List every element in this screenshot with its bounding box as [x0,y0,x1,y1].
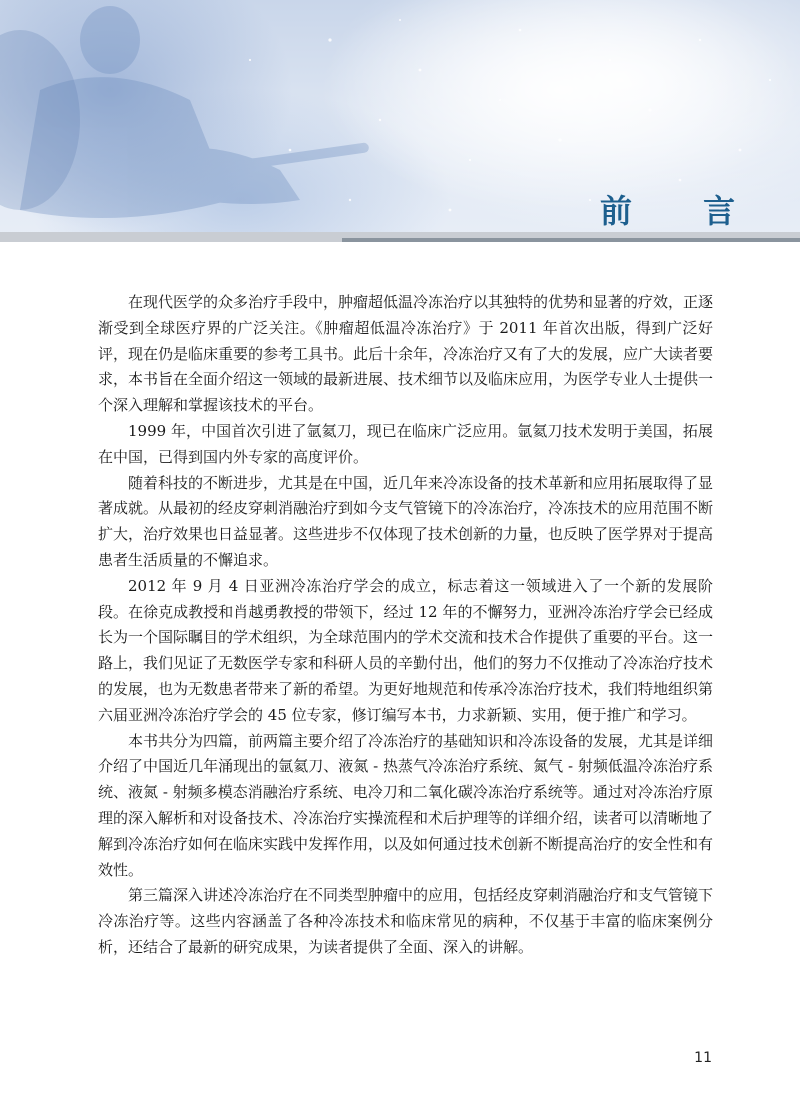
banner-divider-accent [342,238,800,242]
paragraph: 第三篇深入讲述冷冻治疗在不同类型肿瘤中的应用，包括经皮穿刺消融治疗和支气管镜下冷冻治疗等。这些内容涵盖了各种冷冻技术和临床常见的病种，不仅基于丰富的临床案例分析，还结合了最新的研究成果，为读者提供了全面、深入的讲解。 [98,886,714,956]
paragraph: 在现代医学的众多治疗手段中，肿瘤超低温冷冻治疗以其独特的优势和显著的疗效，正逐渐受到全球医疗界的广泛关注。《肿瘤超低温冷冻治疗》于 2011 年首次出版，得到广泛好评，现在仍是临床重要的参考工具书。此后十余年，冷冻治疗又有了大的发展，应广大读者要求，本书旨在全面介绍这一领域的最新进展、技术细节以及临床应用，为医学专业人士提供一个深入理解和掌握该技术的平台。 [98,293,714,415]
paragraph: 本书共分为四篇，前两篇主要介绍了冷冻治疗的基础知识和冷冻设备的发展，尤其是详细介绍了中国近几年涌现出的氩氦刀、液氮 - 热蒸气冷冻治疗系统、氮气 - 射频低温冷冻治疗系统、液氮 - 射频多模态消融治疗系统、电冷刀和二氧化碳冷冻治疗系统等。通过对冷冻治疗原理的深入解析和对设备技术、冷冻治疗实操流程和术后护理等的详细介绍，读者可以清晰地了解到冷冻治疗如何在临床实践中发挥作用，以及如何通过技术创新不断提高治疗的安全性和有效性。 [98,731,714,879]
paragraph: 1999 年，中国首次引进了氩氦刀，现已在临床广泛应用。氩氦刀技术发明于美国，拓展在中国，已得到国内外专家的高度评价。 [98,421,713,466]
paragraph: 2012 年 9 月 4 日亚洲冷冻治疗学会的成立，标志着这一领域进入了一个新的发展阶段。在徐克成教授和肖越勇教授的带领下，经过 12 年的不懈努力，亚洲冷冻治疗学会已经成长为一个国际瞩目的学术组织，为全球范围内的学术交流和技术合作提供了重要的平台。这一路上，我们见证了无数医学专家和科研人员的辛勤付出，他们的努力不仅推动了冷冻治疗技术的发展，也为无数患者带来了新的希望。为更好地规范和传承冷冻治疗技术，我们特地组织第六届亚洲冷冻治疗学会的 45 位专家，修订编写本书，力求新颖、实用，便于推广和学习。 [98,576,714,724]
page-title: 前 言 [600,192,766,230]
header-banner [0,0,800,242]
page-number: 11 [694,1050,712,1066]
preface-body [98,290,713,961]
paragraph: 随着科技的不断进步，尤其是在中国，近几年来冷冻设备的技术革新和应用拓展取得了显著成就。从最初的经皮穿刺消融治疗到如今支气管镜下的冷冻治疗，冷冻技术的应用范围不断扩大，治疗效果也日益显著。这些进步不仅体现了技术创新的力量，也反映了医学界对于提高患者生活质量的不懈追求。 [98,473,714,569]
